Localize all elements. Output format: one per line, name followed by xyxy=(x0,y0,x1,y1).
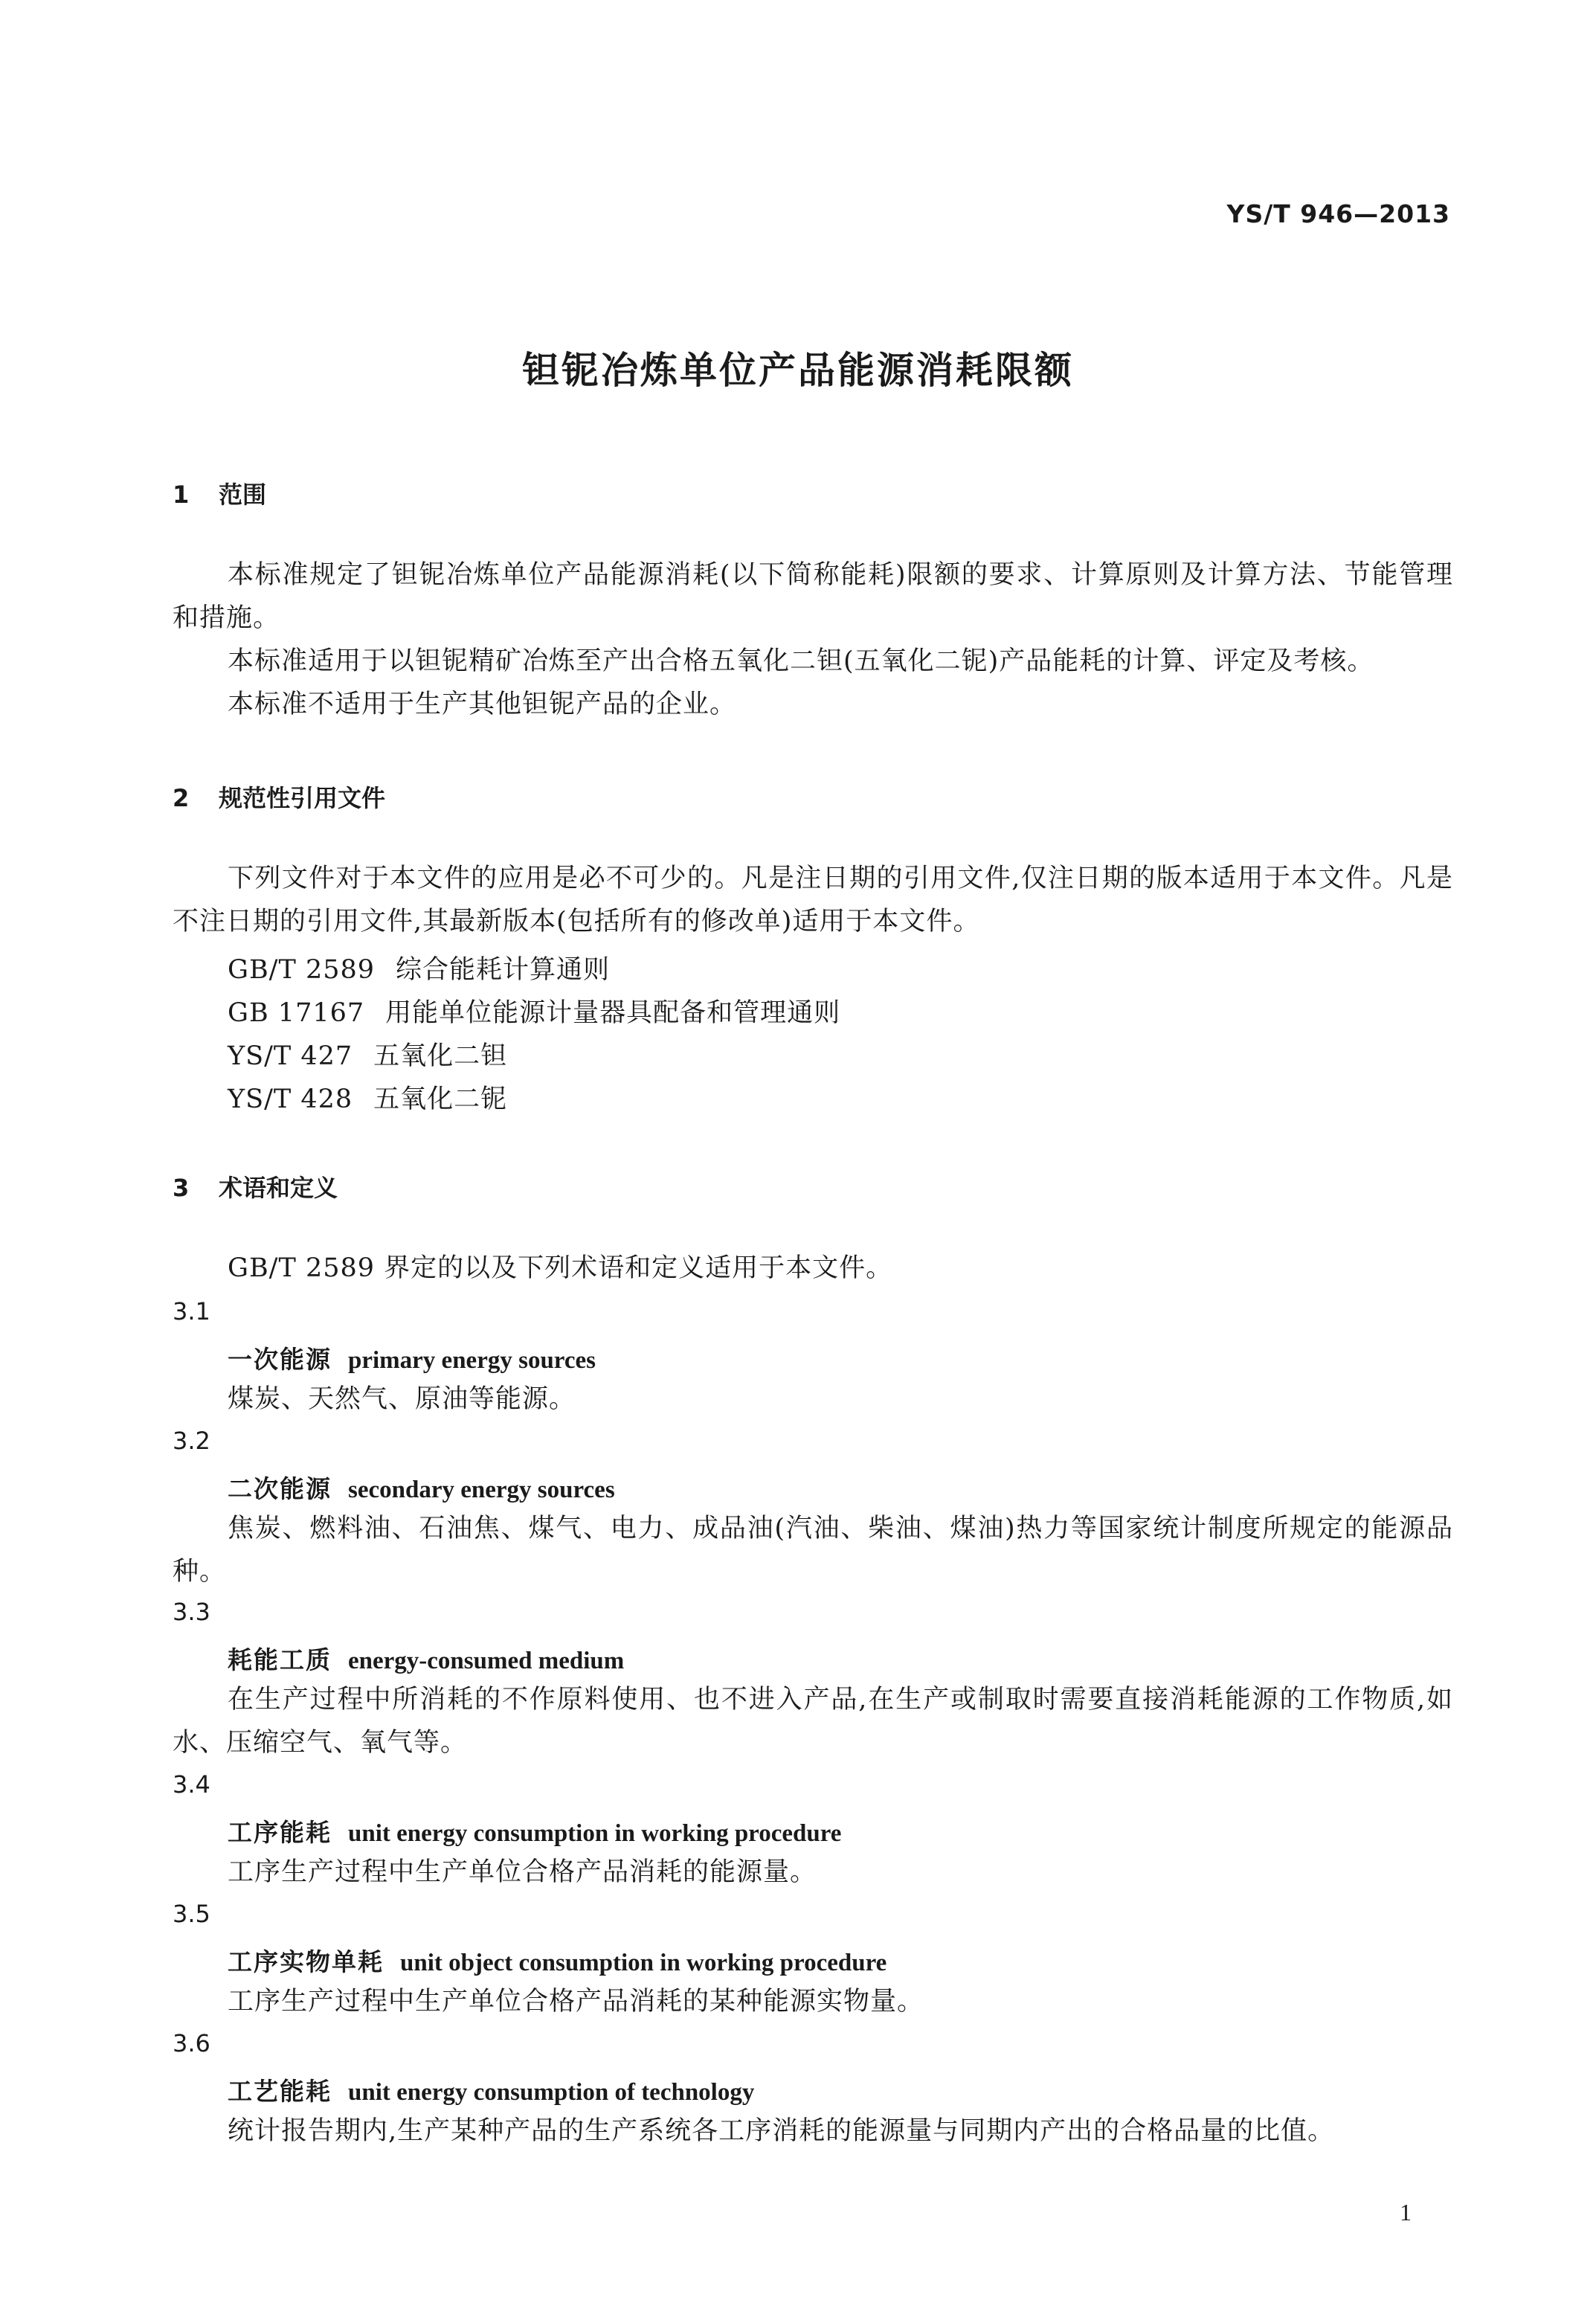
term-heading xyxy=(228,1641,624,1676)
section-title: 范围 xyxy=(219,481,267,509)
reference-code: GB/T 2589 xyxy=(228,955,376,985)
reference-title: 用能单位能源计量器具配备和管理通则 xyxy=(385,998,841,1028)
clause-number: 3.6 xyxy=(173,2029,210,2057)
reference-code: YS/T 427 xyxy=(228,1041,353,1071)
term-definition: 工序生产过程中生产单位合格产品消耗的某种能源实物量。 xyxy=(228,1987,924,2017)
reference-title: 五氧化二钽 xyxy=(373,1041,508,1071)
term-definition: 煤炭、天然气、原油等能源。 xyxy=(228,1384,576,1414)
scope-paragraph: 本标准不适用于生产其他钽铌产品的企业。 xyxy=(228,690,737,719)
term-english: unit energy consumption of technology xyxy=(348,2079,755,2106)
term-chinese: 一次能源 xyxy=(228,1345,332,1374)
term-english: primary energy sources xyxy=(348,1347,596,1374)
reference-title: 综合能耗计算通则 xyxy=(396,955,611,985)
reference-item xyxy=(228,1079,507,1116)
term-heading xyxy=(228,1340,596,1375)
clause-number: 3.1 xyxy=(173,1297,210,1326)
section-3-heading xyxy=(173,1169,338,1204)
scope-paragraph: 本标准适用于以钽铌精矿冶炼至产出合格五氧化二钽(五氧化二铌)产品能耗的计算、评定及考核。 xyxy=(228,646,1374,676)
reference-code: YS/T 428 xyxy=(228,1085,353,1114)
section-title: 术语和定义 xyxy=(219,1174,338,1202)
references-intro: 下列文件对于本文件的应用是必不可少的。凡是注日期的引用文件,仅注日期的版本适用于本文件。凡是不注日期的引用文件,其最新版本(包括所有的修改单)适用于本文件。 xyxy=(173,864,1453,936)
reference-code: GB 17167 xyxy=(228,998,365,1028)
term-chinese: 耗能工质 xyxy=(228,1645,332,1674)
clause-number: 3.4 xyxy=(173,1770,210,1799)
term-heading xyxy=(228,1813,841,1848)
clause-number: 3.2 xyxy=(173,1427,210,1455)
term-definition: 在生产过程中所消耗的不作原料使用、也不进入产品,在生产或制取时需要直接消耗能源的工作物质,如水、压缩空气、氧气等。 xyxy=(173,1685,1453,1758)
term-heading xyxy=(228,2072,754,2107)
term-english: unit object consumption in working procedure xyxy=(400,1950,887,1976)
section-1-heading xyxy=(173,476,266,510)
terms-intro: GB/T 2589 界定的以及下列术语和定义适用于本文件。 xyxy=(228,1253,893,1283)
term-definition: 统计报告期内,生产某种产品的生产系统各工序消耗的能源量与同期内产出的合格品量的比值。 xyxy=(228,2116,1335,2146)
clause-number: 3.3 xyxy=(173,1598,210,1626)
term-chinese: 二次能源 xyxy=(228,1474,332,1503)
scope-paragraph: 本标准规定了钽铌冶炼单位产品能源消耗(以下简称能耗)限额的要求、计算原则及计算方法、节能管理和措施。 xyxy=(173,560,1453,633)
term-english: unit energy consumption in working procedure xyxy=(348,1820,842,1847)
term-english: energy-consumed medium xyxy=(348,1648,625,1674)
reference-item xyxy=(228,1035,507,1073)
term-heading xyxy=(228,1943,887,1978)
page-number: 1 xyxy=(1400,2199,1412,2226)
term-chinese: 工序实物单耗 xyxy=(228,1947,384,1976)
section-number: 2 xyxy=(173,784,190,812)
section-number: 1 xyxy=(173,481,190,509)
reference-item xyxy=(228,992,840,1029)
reference-title: 五氧化二铌 xyxy=(373,1085,508,1114)
term-heading xyxy=(228,1470,615,1505)
clause-number: 3.5 xyxy=(173,1900,210,1928)
standard-code: YS/T 946—2013 xyxy=(1226,199,1450,228)
term-chinese: 工序能耗 xyxy=(228,1818,332,1847)
section-number: 3 xyxy=(173,1174,190,1202)
section-2-heading xyxy=(173,780,385,814)
term-english: secondary energy sources xyxy=(348,1476,615,1503)
term-definition: 焦炭、燃料油、石油焦、煤气、电力、成品油(汽油、柴油、煤油)热力等国家统计制度所规定的能源品种。 xyxy=(173,1514,1453,1587)
term-chinese: 工艺能耗 xyxy=(228,2077,332,2106)
document-title: 钽铌冶炼单位产品能源消耗限额 xyxy=(522,349,1074,392)
term-definition: 工序生产过程中生产单位合格产品消耗的能源量。 xyxy=(228,1857,817,1887)
section-title: 规范性引用文件 xyxy=(219,784,386,812)
reference-item xyxy=(228,949,610,986)
